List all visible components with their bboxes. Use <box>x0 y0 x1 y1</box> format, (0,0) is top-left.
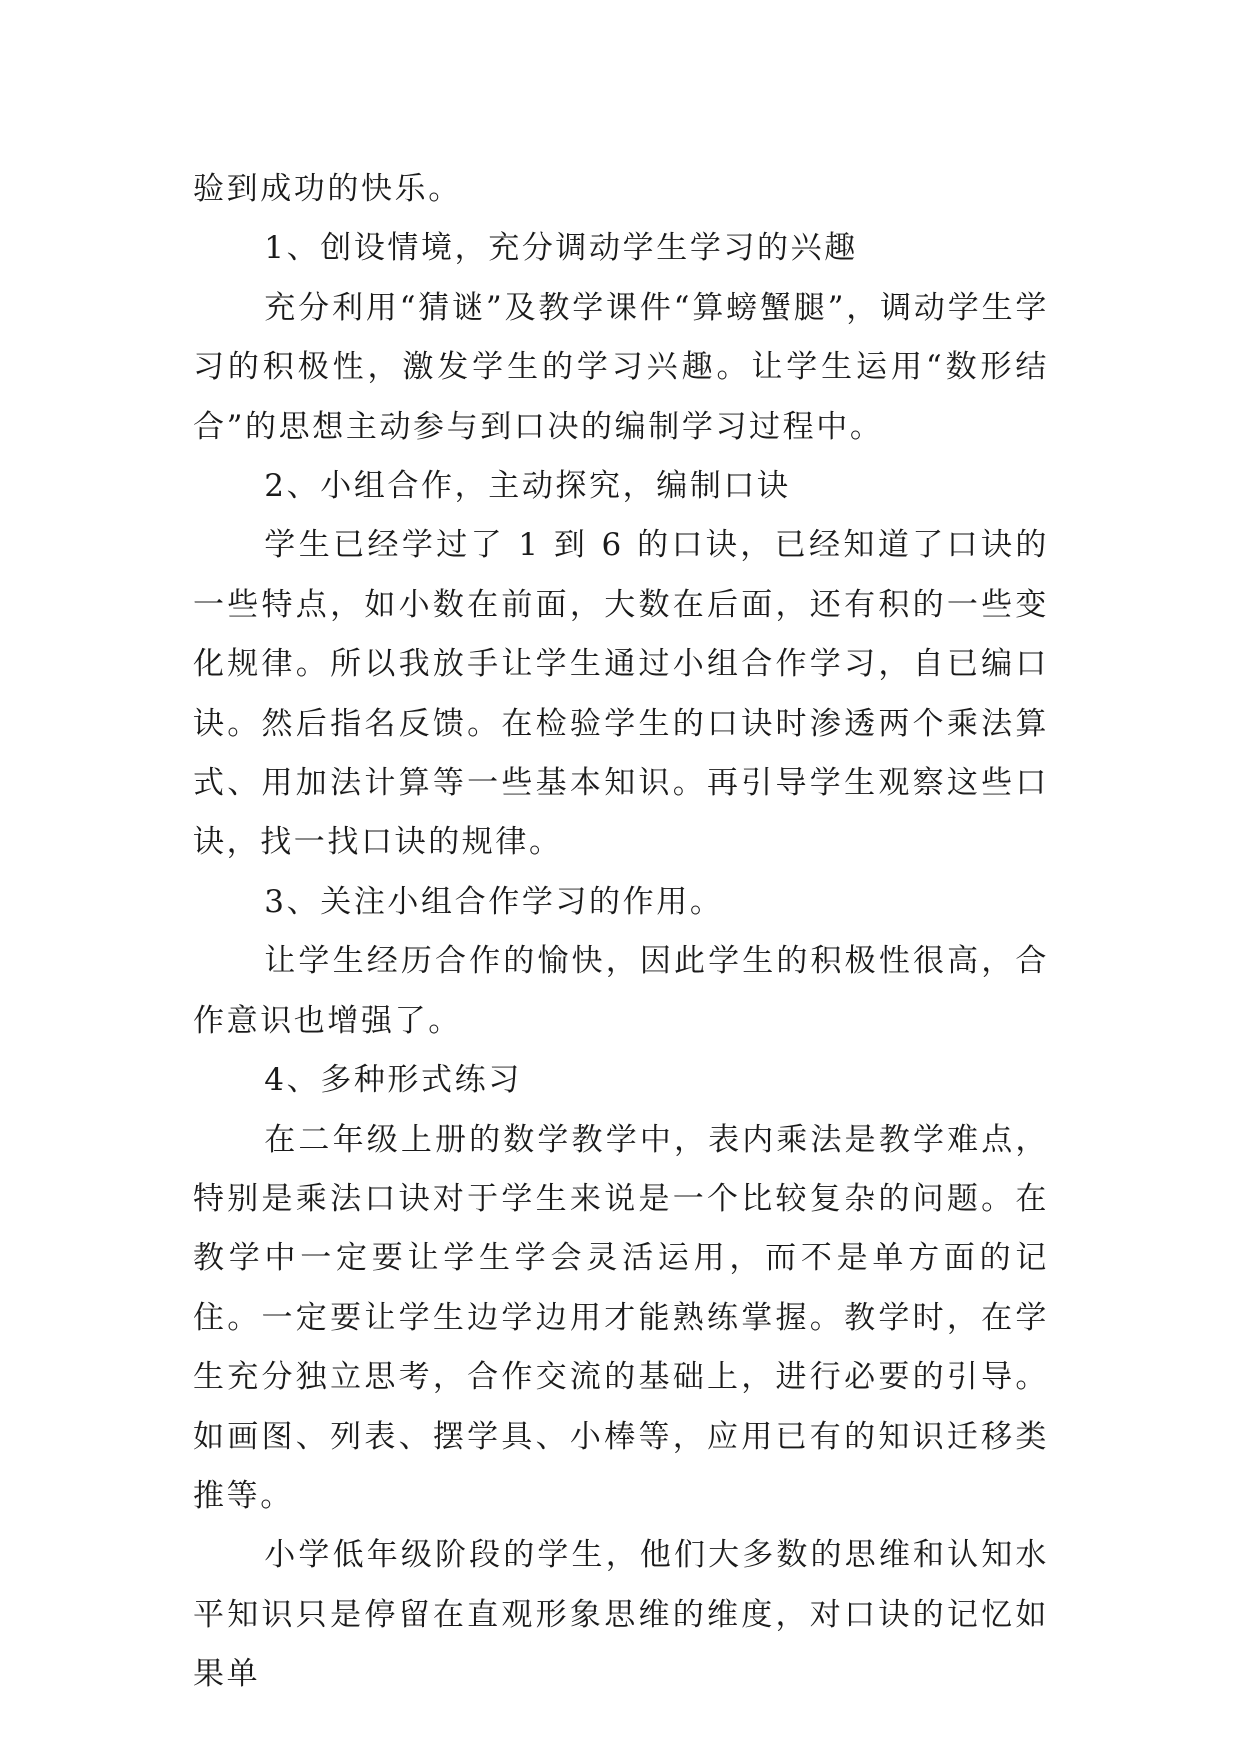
section-heading-1: 1、创设情境，充分调动学生学习的兴趣 <box>264 230 858 267</box>
section-heading-3: 3、关注小组合作学习的作用。 <box>264 883 724 920</box>
paragraph-1: 充分利用“猜谜”及教学课件“算螃蟹腿”，调动学生学习的积极性，激发学生的学习兴趣。让学生运用“数形结合”的思想主动参与到口决的编制学习过程中。 <box>193 289 1049 445</box>
section-heading-2: 2、小组合作，主动探究，编制口诀 <box>264 468 791 505</box>
paragraph-4: 在二年级上册的数学教学中，表内乘法是教学难点，特别是乘法口诀对于学生来说是一个比较复杂的问题。在教学中一定要让学生学会灵活运用，而不是单方面的记住。一定要让学生边学边用才能熟练掌握。教学时，在学生充分独立思考，合作交流的基础上，进行必要的引导。如画图、列表、摆学具、小棒等，应用已有的知识迁移类推等。 <box>193 1121 1049 1514</box>
section-heading-4: 4、多种形式练习 <box>264 1062 522 1099</box>
paragraph-5: 小学低年级阶段的学生，他们大多数的思维和认知水平知识只是停留在直观形象思维的维度，对口诀的记忆如果单 <box>193 1537 1049 1693</box>
paragraph-2: 学生已经学过了 1 到 6 的口诀，已经知道了口诀的一些特点，如小数在前面，大数在后面，还有积的一些变化规律。所以我放手让学生通过小组合作学习，自已编口诀。然后指名反馈。在检验学生的口诀时渗透两个乘法算式、用加法计算等一些基本知识。再引导学生观察这些口诀，找一找口诀的规律。 <box>193 527 1049 861</box>
document-body <box>193 160 1049 1705</box>
paragraph-continuation: 验到成功的快乐。 <box>193 171 462 207</box>
paragraph-3: 让学生经历合作的愉快，因此学生的积极性很高，合作意识也增强了。 <box>193 943 1049 1039</box>
